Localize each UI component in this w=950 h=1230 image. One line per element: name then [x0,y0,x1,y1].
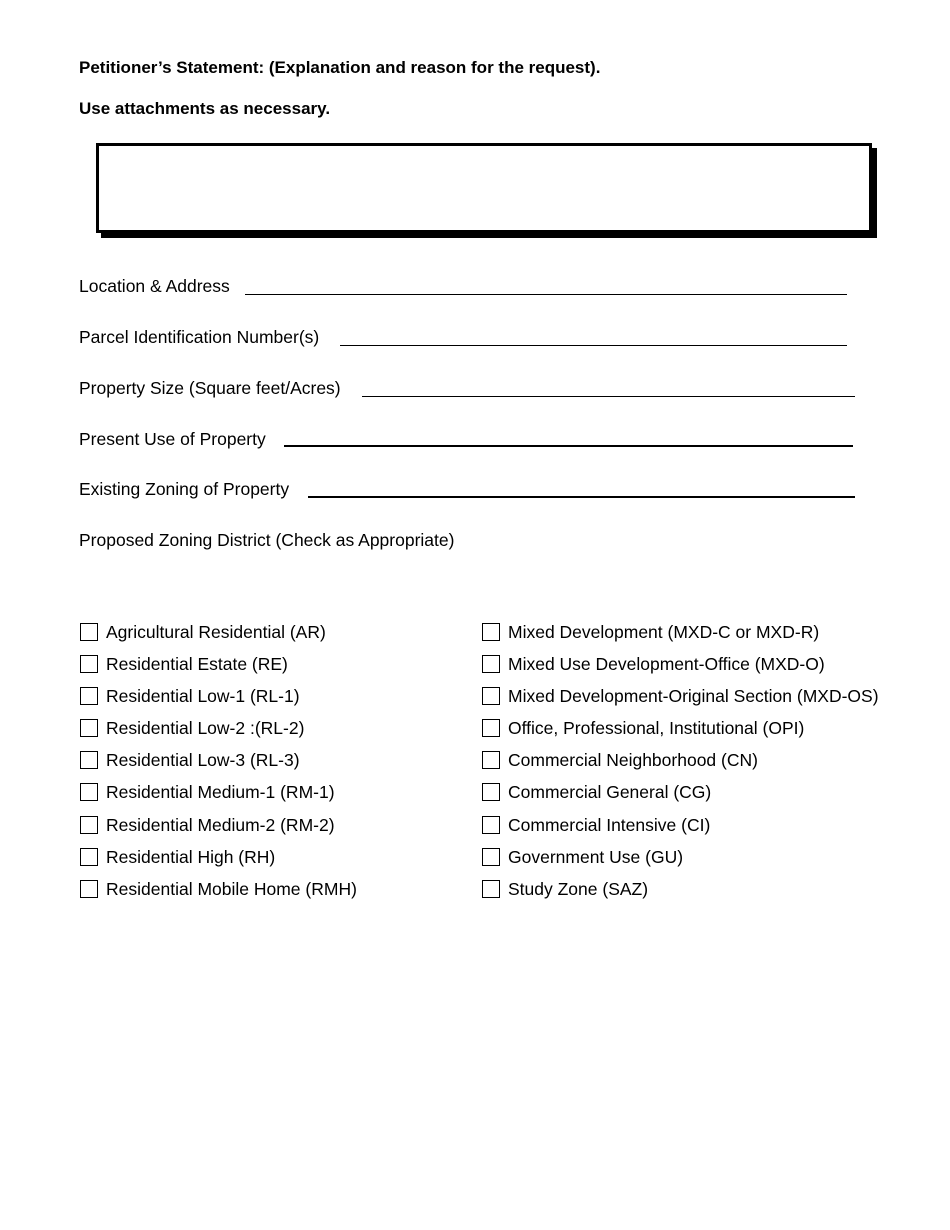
checkbox-label: Residential Low-1 (RL-1) [106,686,300,706]
checkbox[interactable] [482,816,500,834]
checkbox-label: Mixed Development (MXD-C or MXD-R) [508,622,820,642]
checkbox[interactable] [80,848,98,866]
checkbox-label: Government Use (GU) [508,847,684,867]
checkbox-label: Residential High (RH) [106,847,276,867]
statement-heading: Petitioner’s Statement: (Explanation and reason for the request). [79,58,601,77]
checkbox-label: Residential Estate (RE) [106,654,288,674]
checkbox[interactable] [482,848,500,866]
checkbox[interactable] [482,623,500,641]
checkbox-label: Mixed Development-Original Section (MXD-OS) [508,686,879,706]
location-address-field[interactable] [245,294,847,295]
checkbox[interactable] [80,816,98,834]
checkbox-label: Residential Medium-2 (RM-2) [106,815,335,835]
checkbox-label: Commercial Intensive (CI) [508,815,711,835]
checkbox-label: Residential Medium-1 (RM-1) [106,782,335,802]
present-use-label: Present Use of Property [79,429,266,449]
checkbox-label: Residential Mobile Home (RMH) [106,879,357,899]
location-address-label: Location & Address [79,276,230,296]
parcel-id-field[interactable] [340,345,847,346]
parcel-id-label: Parcel Identification Number(s) [79,327,320,347]
checkbox-label: Commercial General (CG) [508,782,712,802]
checkbox-label: Agricultural Residential (AR) [106,622,326,642]
present-use-field[interactable] [284,445,853,447]
checkbox-label: Residential Low-3 (RL-3) [106,750,300,770]
checkbox[interactable] [482,751,500,769]
checkbox[interactable] [80,719,98,737]
checkbox-label: Commercial Neighborhood (CN) [508,750,758,770]
checkbox[interactable] [482,719,500,737]
existing-zoning-field[interactable] [308,496,855,498]
checkbox[interactable] [482,655,500,673]
checkbox[interactable] [482,880,500,898]
checkbox[interactable] [80,880,98,898]
checkbox-label: Residential Low-2 :(RL-2) [106,718,305,738]
checkbox[interactable] [80,751,98,769]
checkbox[interactable] [482,687,500,705]
checkbox[interactable] [80,783,98,801]
checkbox[interactable] [80,623,98,641]
attachments-note: Use attachments as necessary. [79,99,331,118]
proposed-zoning-heading: Proposed Zoning District (Check as Appropriate) [79,530,455,550]
property-size-field[interactable] [362,396,855,397]
checkbox[interactable] [482,783,500,801]
checkbox[interactable] [80,655,98,673]
checkbox-label: Study Zone (SAZ) [508,879,649,899]
existing-zoning-label: Existing Zoning of Property [79,479,290,499]
statement-textbox[interactable] [96,143,872,233]
checkbox-label: Office, Professional, Institutional (OPI) [508,718,805,738]
checkbox[interactable] [80,687,98,705]
checkbox-label: Mixed Use Development-Office (MXD-O) [508,654,825,674]
property-size-label: Property Size (Square feet/Acres) [79,378,341,398]
